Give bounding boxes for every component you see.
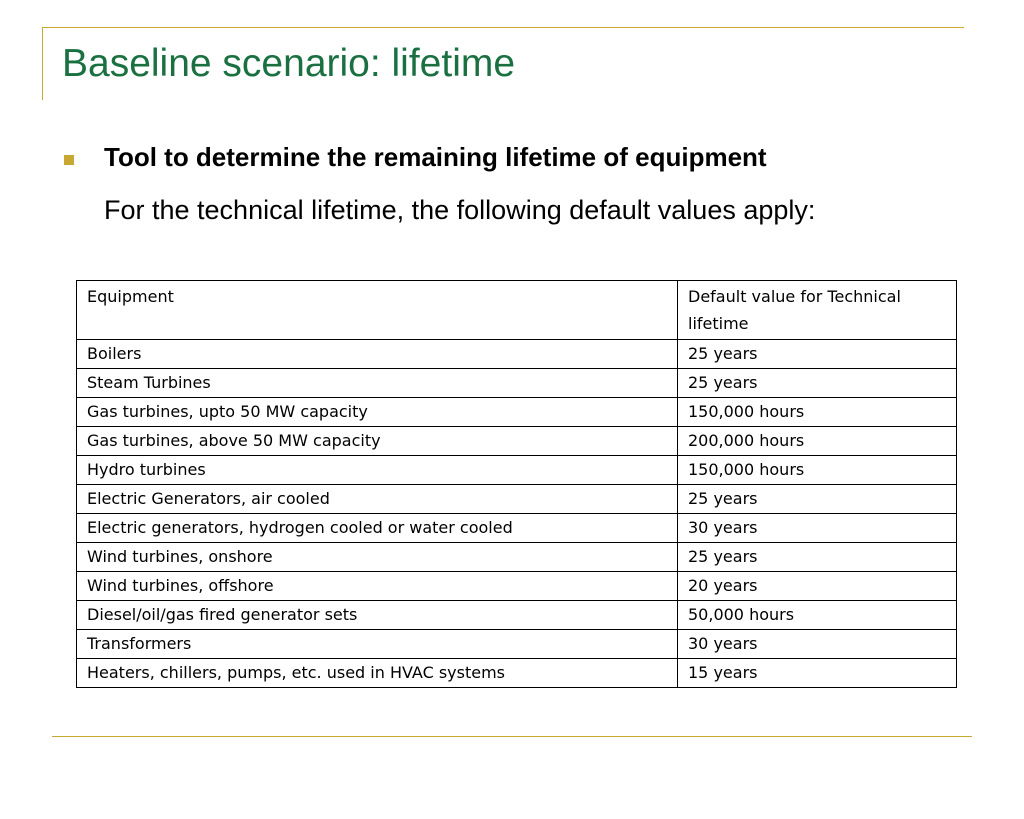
table-row <box>77 572 957 601</box>
equipment-cell: Gas turbines, upto 50 MW capacity <box>77 398 678 427</box>
lifetime-cell: 25 years <box>678 543 957 572</box>
header-equipment: Equipment <box>77 281 678 340</box>
lifetime-cell: 25 years <box>678 340 957 369</box>
equipment-cell: Boilers <box>77 340 678 369</box>
equipment-cell: Diesel/oil/gas fired generator sets <box>77 601 678 630</box>
accent-bottom-line <box>52 736 972 737</box>
equipment-cell: Electric generators, hydrogen cooled or water cooled <box>77 514 678 543</box>
equipment-cell: Wind turbines, offshore <box>77 572 678 601</box>
lifetime-cell: 50,000 hours <box>678 601 957 630</box>
table-row <box>77 398 957 427</box>
lifetime-cell: 150,000 hours <box>678 398 957 427</box>
equipment-cell: Gas turbines, above 50 MW capacity <box>77 427 678 456</box>
equipment-cell: Steam Turbines <box>77 369 678 398</box>
slide-title: Baseline scenario: lifetime <box>62 42 516 85</box>
table-row <box>77 427 957 456</box>
lifetime-cell: 30 years <box>678 514 957 543</box>
lifetime-table-body <box>77 281 957 688</box>
equipment-cell: Hydro turbines <box>77 456 678 485</box>
lifetime-cell: 30 years <box>678 630 957 659</box>
table-header-row <box>77 281 957 340</box>
lifetime-cell: 25 years <box>678 369 957 398</box>
table-row <box>77 630 957 659</box>
lifetime-table <box>76 280 957 688</box>
lifetime-cell: 20 years <box>678 572 957 601</box>
table-row <box>77 369 957 398</box>
accent-top-line <box>42 27 964 28</box>
table-row <box>77 659 957 688</box>
lifetime-cell: 200,000 hours <box>678 427 957 456</box>
lifetime-cell: 15 years <box>678 659 957 688</box>
table-row <box>77 456 957 485</box>
bullet-heading: Tool to determine the remaining lifetime of equipment <box>104 142 767 172</box>
table-row <box>77 514 957 543</box>
table-row <box>77 601 957 630</box>
bullet-subtext: For the technical lifetime, the following default values apply: <box>104 195 816 225</box>
accent-vertical-line <box>42 27 43 100</box>
lifetime-cell: 150,000 hours <box>678 456 957 485</box>
table-row <box>77 543 957 572</box>
equipment-cell: Heaters, chillers, pumps, etc. used in HVAC systems <box>77 659 678 688</box>
equipment-cell: Wind turbines, onshore <box>77 543 678 572</box>
lifetime-cell: 25 years <box>678 485 957 514</box>
bullet-square-icon <box>64 155 74 165</box>
equipment-cell: Electric Generators, air cooled <box>77 485 678 514</box>
equipment-cell: Transformers <box>77 630 678 659</box>
table-row <box>77 340 957 369</box>
header-default-value: Default value for Technical lifetime <box>678 281 957 340</box>
table-row <box>77 485 957 514</box>
